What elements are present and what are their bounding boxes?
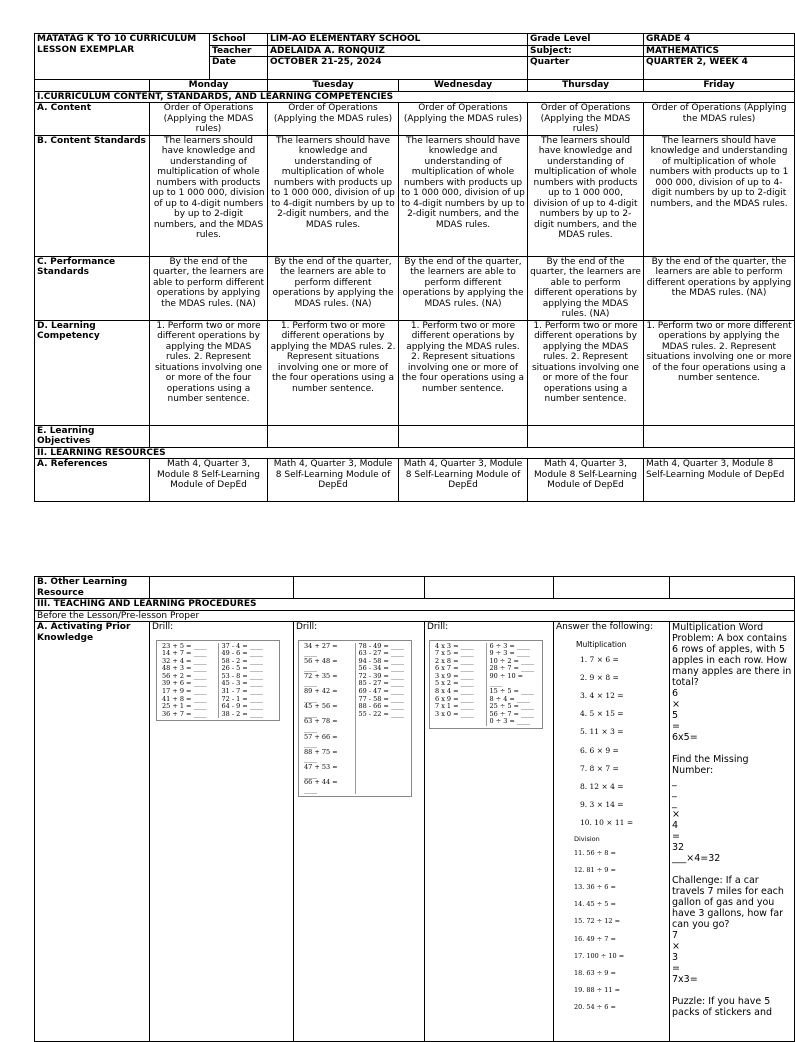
other-resources-label: B. Other Learning Resource [35,577,150,599]
friday-line: 5 [672,710,679,721]
math-item: 8. 12 × 4 = [580,781,624,791]
math-item: 15. 72 ÷ 12 = [574,917,621,926]
division-heading: Division [574,834,600,843]
friday-line: _ [672,776,677,787]
content-thursday: Order of Operations (Applying the MDAS rules) [528,103,644,136]
subject-value: MATHEMATICS [644,45,795,57]
drill-item: 6 x 9 = ____ [435,694,474,703]
document-title: MATATAG K TO 10 CURRICULUM LESSON EXEMPLAR [35,34,210,80]
drill-item: 14 + 7 = ____ [162,649,207,658]
drill-column [486,643,541,727]
drill-item: 48 + 3 = ____ [162,664,207,673]
drill-item: 31 - 7 = ____ [221,687,263,696]
performance-standards-label: C. Performance Standards [35,256,150,320]
day-header-wednesday: Wednesday [399,80,528,92]
references-wednesday: Math 4, Quarter 3, Module 8 Self-Learning Module of DepEd [399,459,528,502]
lesson-plan-table-page2 [34,576,795,1042]
drill-label: Drill: [296,622,318,632]
school-label: School [210,34,268,46]
teacher-label: Teacher [210,45,268,57]
drill-item: 25 ÷ 5 = ____ [489,702,535,711]
drill-label: Drill: [427,622,449,632]
drill-item: 57 + 66 = ____ [304,732,338,749]
quarter-label: Quarter [528,57,644,80]
performance-standards-tuesday: By the end of the quarter, the learners are able to perform different operations by applying the MDAS rules. (NA) [268,256,399,320]
friday-line: = [672,831,680,842]
drill-item: 7 x 5 = ____ [435,649,474,658]
drill-item: 6 ÷ 3 = ____ [489,641,530,650]
day-header-monday: Monday [150,80,268,92]
drill-item: 8 ÷ 4 = ____ [489,694,530,703]
drill-item: 55 - 22 = ____ [358,709,404,718]
day-header-friday: Friday [644,80,795,92]
friday-line: × [672,699,680,710]
drill-item: 3 x 9 = ____ [435,671,474,680]
drill-column [301,643,355,795]
content-standards-label: B. Content Standards [35,135,150,256]
friday-line: 7 [672,930,679,941]
content-label: A. Content [35,103,150,136]
other-resources-thursday [554,577,670,599]
friday-line: Challenge: If a car travels 7 miles for each gallon of gas and you have 3 gallons, how far can you go? [672,875,784,930]
date-label: Date [210,57,268,80]
content-standards-wednesday: The learners should have knowledge and understanding of multiplication of whole numbers with products up to 1 000 000, division of up to 4-digit numbers by up to 2-digit numbers, and the MDAS rules. [399,135,528,256]
drill-item: 3 x 0 = ____ [435,709,474,718]
drill-item: 78 - 49 = ____ [358,641,404,650]
content-standards-tuesday: The learners should have knowledge and understanding of multiplication of whole numbers with products up to 1 000 000, division of up to 4-digit numbers by up to 2-digit numbers, and the MDAS rules. [268,135,399,256]
learning-competency-friday: 1. Perform two or more different operations by applying the MDAS rules. 2. Represent situations involving one or more of the four operations using a number sentence. [644,320,795,425]
drill-box-tuesday [298,640,412,798]
friday-line: Puzzle: If you have 5 packs of stickers and [672,996,773,1018]
performance-standards-thursday: By the end of the quarter, the learners are able to perform different operations by applying the MDAS rules. (NA) [528,256,644,320]
drill-item: 8 x 4 = ____ [435,687,474,696]
learning-competency-label: D. Learning Competency [35,320,150,425]
drill-item: 45 + 56 = ____ [304,702,338,718]
drill-item: 34 + 27 = ____ [304,641,338,658]
math-item: 6. 6 × 9 = [580,745,619,755]
drill-item: 89 + 42 = ____ [304,687,338,703]
drill-item: 85 - 27 = ____ [358,679,404,688]
activating-tuesday [294,622,425,1042]
content-standards-thursday: The learners should have knowledge and understanding of multiplication of whole numbers with products up to 1 000 000, division of up to 4-digit numbers by up to 2-digit numbers, and the MDAS rules. [528,135,644,256]
drill-item: 10 ÷ 2 = ____ [489,656,535,665]
math-item: 2. 9 × 8 = [580,672,619,682]
friday-line: _ [672,787,677,798]
date-value: OCTOBER 21-25, 2024 [268,57,528,80]
friday-line: 6 [672,688,679,699]
drill-label: Drill: [152,622,174,632]
drill-item: 25 + 1 = ____ [162,702,207,711]
before-lesson-label: Before the Lesson/Pre-lesson Proper [35,610,795,622]
multiplication-heading: Multiplication [576,639,627,649]
content-tuesday: Order of Operations (Applying the MDAS rules) [268,103,399,136]
day-header-blank [35,80,150,92]
drill-item: 39 + 6 = ____ [162,679,207,688]
friday-spacer [672,743,792,754]
drill-item: 32 + 4 = ____ [162,656,207,665]
performance-standards-friday: By the end of the quarter, the learners are able to perform different operations by applying the MDAS rules. (NA) [644,256,795,320]
drill-item: 26 - 5 = ____ [221,664,263,673]
quarter-value: QUARTER 2, WEEK 4 [644,57,795,80]
drill-item: 56 + 2 = ____ [162,671,207,680]
drill-item: 90 ÷ 10 = ____ [489,671,524,688]
drill-item: 23 + 5 = ____ [162,641,207,650]
friday-line: _ [672,798,677,809]
day-header-thursday: Thursday [528,80,644,92]
drill-column [432,643,486,727]
references-tuesday: Math 4, Quarter 3, Module 8 Self-Learning Module of DepEd [268,459,399,502]
drill-item: 4 x 3 = ____ [435,641,474,650]
drill-item: 17 + 9 = ____ [162,687,207,696]
learning-objectives-label: E. Learning Objectives [35,425,150,447]
grade-label: Grade Level [528,34,644,46]
activating-wednesday [425,622,554,1042]
drill-item: 15 ÷ 5 = ____ [489,687,535,696]
friday-line: = [672,721,680,732]
math-item: 13. 36 ÷ 6 = [574,882,616,891]
drill-item: 66 + 44 = ____ [304,778,338,794]
friday-spacer [672,985,792,996]
math-item: 3. 4 × 12 = [580,690,624,700]
content-monday: Order of Operations (Applying the MDAS rules) [150,103,268,136]
activating-prior-knowledge-label: A. Activating Prior Knowledge [35,622,150,1042]
math-item: 20. 54 ÷ 6 = [574,1003,616,1012]
drill-item: 72 - 1 = ____ [221,694,263,703]
references-thursday: Math 4, Quarter 3, Module 8 Self-Learning Module of DepEd [528,459,644,502]
drill-item: 88 - 66 = ____ [358,702,404,711]
activating-monday [150,622,294,1042]
drill-item: 58 - 2 = ____ [221,656,263,665]
friday-line: Find the Missing Number: [672,754,749,776]
math-item: 5. 11 × 3 = [580,727,624,737]
drill-item: 5 x 2 = ____ [435,679,474,688]
teacher-value: ADELAIDA A. RONQUIZ [268,45,528,57]
math-item: 14. 45 ÷ 5 = [574,900,616,909]
friday-line: × [672,941,680,952]
performance-standards-monday: By the end of the quarter, the learners are able to perform different operations by applying the MDAS rules. (NA) [150,256,268,320]
references-monday: Math 4, Quarter 3, Module 8 Self-Learning Module of DepEd [150,459,268,502]
drill-item: 72 + 35 = ____ [304,671,338,688]
drill-item: 38 - 2 = ____ [221,709,263,718]
content-standards-friday: The learners should have knowledge and understanding of multiplication of whole numbers with products up to 1 000 000, division of up to 4-digit numbers by up to 2-digit numbers, and the MDAS rules. [644,135,795,256]
drill-item: 53 - 8 = ____ [221,671,263,680]
math-item: 17. 100 ÷ 10 = [574,951,625,960]
drill-item: 6 x 7 = ____ [435,664,474,673]
learning-competency-monday: 1. Perform two or more different operations by applying the MDAS rules. 2. Represent situations involving one or more of the four operations using a number sentence. [150,320,268,425]
drill-item: 2 x 8 = ____ [435,656,474,665]
drill-item: 72 - 39 = ____ [358,671,404,680]
day-header-tuesday: Tuesday [268,80,399,92]
drill-item: 56 + 48 = ____ [304,656,338,673]
math-item: 11. 56 ÷ 8 = [574,848,616,857]
drill-item: 9 ÷ 3 = ____ [489,649,530,658]
friday-line: Multiplication Word Problem: A box contains 6 rows of apples, with 5 apples in each row. How many apples are there in total? [672,622,792,688]
other-resources-wednesday [425,577,554,599]
drill-item: 64 - 9 = ____ [221,702,263,711]
other-resources-friday [670,577,795,599]
drill-item: 49 - 6 = ____ [221,649,263,658]
activating-thursday [554,622,670,1042]
friday-line: × [672,809,680,820]
subject-label: Subject: [528,45,644,57]
lesson-plan-table-page1 [34,33,795,502]
math-item: 10. 10 × 11 = [580,818,634,828]
friday-spacer [672,864,792,875]
friday-line: 6x5= [672,732,698,743]
learning-objectives-tuesday [268,425,399,447]
drill-column [218,643,278,719]
drill-item: 94 - 58 = ____ [358,656,404,665]
references-friday: Math 4, Quarter 3, Module 8 Self-Learning Module of DepEd [644,459,795,502]
math-item: 7. 8 × 7 = [580,763,619,773]
drill-item: 36 + 7 = ____ [162,709,207,718]
thursday-prompt: Answer the following: [556,622,654,632]
drill-item: 47 + 53 = ____ [304,763,338,779]
math-item: 16. 49 ÷ 7 = [574,934,616,943]
friday-line: 32 [672,842,685,853]
math-item: 1. 7 × 6 = [580,654,619,664]
other-resources-tuesday [294,577,425,599]
drill-item: 7 x 1 = ____ [435,702,474,711]
math-item: 18. 63 ÷ 9 = [574,968,616,977]
content-friday: Order of Operations (Applying the MDAS rules) [644,103,795,136]
section-learning-resources: II. LEARNING RESOURCES [35,447,795,459]
drill-item: 0 ÷ 3 = ____ [489,717,530,726]
drill-item: 77 - 58 = ____ [358,694,404,703]
drill-item: 88 + 75 = ____ [304,747,338,764]
other-resources-monday [150,577,294,599]
learning-objectives-thursday [528,425,644,447]
friday-line: = [672,963,680,974]
references-label: A. References [35,459,150,502]
drill-box-wednesday [429,640,543,730]
drill-column [159,643,218,719]
friday-line: ___×4=32 [672,853,721,864]
drill-item: 45 - 3 = ____ [221,679,263,688]
drill-column [355,643,410,795]
math-item: 19. 88 ÷ 11 = [574,986,621,995]
math-item: 12. 81 ÷ 9 = [574,865,616,874]
learning-competency-tuesday: 1. Perform two or more different operations by applying the MDAS rules. 2. Represent situations involving one or more of the four operations using a number sentence. [268,320,399,425]
activating-friday [670,622,795,1042]
section-curriculum-content: I.CURRICULUM CONTENT, STANDARDS, AND LEARNING COMPETENCIES [35,91,795,103]
content-wednesday: Order of Operations (Applying the MDAS rules) [399,103,528,136]
drill-item: 63 + 78 = ____ [304,717,338,734]
friday-line: 3 [672,952,679,963]
performance-standards-wednesday: By the end of the quarter, the learners are able to perform different operations by applying the MDAS rules. (NA) [399,256,528,320]
section-teaching-procedures: III. TEACHING AND LEARNING PROCEDURES [35,599,795,611]
drill-item: 37 - 4 = ____ [221,641,263,650]
friday-line: 7x3= [672,974,698,985]
school-value: LIM-AO ELEMENTARY SCHOOL [268,34,528,46]
drill-item: 69 - 47 = ____ [358,687,404,696]
learning-objectives-wednesday [399,425,528,447]
math-item: 4. 5 × 15 = [580,709,624,719]
math-item: 9. 3 × 14 = [580,800,624,810]
friday-line: 4 [672,820,679,831]
drill-box-monday [156,640,280,722]
learning-objectives-monday [150,425,268,447]
drill-item: 56 ÷ 7 = ____ [489,709,535,718]
content-standards-monday: The learners should have knowledge and understanding of multiplication of whole numbers with products up to 1 000 000, division of up to 4-digit numbers by up to 2-digit numbers, and the MDAS rules. [150,135,268,256]
drill-item: 28 ÷ 7 = ____ [489,664,535,673]
learning-competency-thursday: 1. Perform two or more different operations by applying the MDAS rules. 2. Represent situations involving one or more of the four operations using a number sentence. [528,320,644,425]
learning-objectives-friday [644,425,795,447]
drill-item: 41 + 8 = ____ [162,694,207,703]
drill-item: 63 - 27 = ____ [358,649,404,658]
grade-value: GRADE 4 [644,34,795,46]
learning-competency-wednesday: 1. Perform two or more different operations by applying the MDAS rules. 2. Represent situations involving one or more of the four operations using a number sentence. [399,320,528,425]
drill-item: 56 - 34 = ____ [358,664,404,673]
